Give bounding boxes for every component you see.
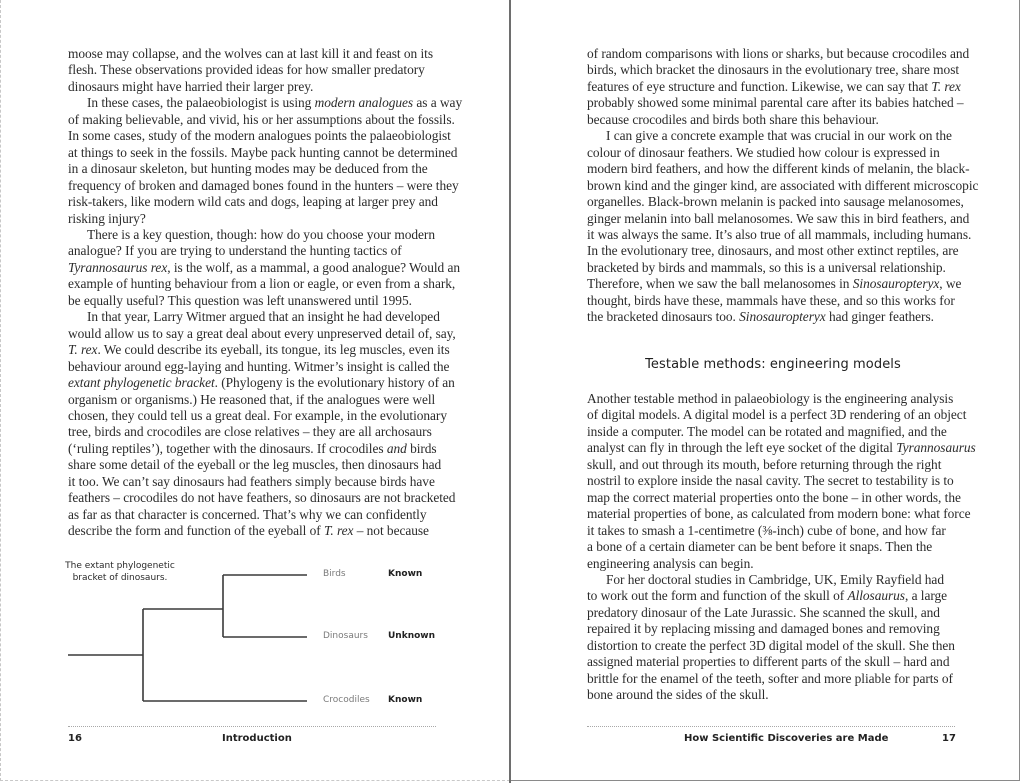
text-line: analogue? If you are trying to understand the hunting tactics of (68, 243, 402, 259)
left-body-text (68, 46, 463, 540)
text-line: it was always the same. It’s also true of all mammals, including humans. (587, 226, 972, 242)
footer-rule-left (68, 726, 436, 727)
text-line: map the correct material properties onto the bone – in other words, the (587, 489, 961, 505)
text-line: In that year, Larry Witmer argued that an insight he had developed (87, 309, 440, 325)
text-line: frequency of broken and damaged bones found in the hunters – were they (68, 177, 459, 193)
text-line: at things to seek in the fossils. Maybe pack hunting cannot be determined (68, 144, 458, 160)
text-line: risking injury? (68, 210, 146, 226)
right-body-text-2 (587, 391, 976, 704)
text-line: modern bird feathers, and how the different kinds of melanin, the black- (587, 161, 970, 177)
text-line: describe the form and function of the eyeball of T. rex – not because (68, 523, 429, 539)
text-line: I can give a concrete example that was crucial in our work on the (606, 128, 952, 144)
page-number-left: 16 (68, 733, 82, 744)
text-line: (‘ruling reptiles’), together with the dinosaurs. If crocodiles and birds (68, 440, 437, 456)
text-line: predatory dinosaur of the Late Jurassic. She scanned the skull, and (587, 604, 940, 620)
text-line: For her doctoral studies in Cambridge, UK, Emily Rayfield had (606, 571, 944, 587)
left-page (0, 0, 510, 781)
text-line: brown kind and the ginger kind, are associated with different microscopic (587, 177, 979, 193)
page-number-right: 17 (942, 733, 956, 744)
text-line: Another testable method in palaeobiology is the engineering analysis (587, 391, 954, 406)
taxon-birds: Birds (323, 569, 346, 579)
text-line: example of hunting behaviour from a lion or eagle, or even from a shark, (68, 276, 456, 292)
section-heading: Testable methods: engineering models (645, 357, 901, 372)
text-line: risk-takers, like modern wild cats and dogs, leaping at larger prey and (68, 194, 438, 210)
text-line: flesh. These observations provided ideas for how smaller predatory (68, 62, 425, 78)
text-line: a bone of a certain diameter can be bent before it snaps. Then the (587, 539, 933, 555)
text-line: of making believable, and vivid, his or her assumptions about the fossils. (68, 111, 455, 127)
text-line: In the evolutionary tree, dinosaurs, and most other extinct reptiles, are (587, 243, 959, 259)
running-head-left: Introduction (222, 733, 292, 744)
text-line: assigned material properties to different parts of the skull – hard and (587, 654, 950, 670)
text-line: in a dinosaur skeleton, but hunting modes may be deduced from the (68, 161, 428, 177)
text-line: bracketed by birds and mammals, so this is a universal relationship. (587, 259, 946, 275)
phylogenetic-bracket-figure (1, 555, 511, 715)
book-gutter (509, 0, 511, 783)
right-page (510, 0, 1020, 781)
text-line: engineering analysis can begin. (587, 555, 754, 571)
text-line: probably showed some minimal parental care after its babies hatched – (587, 95, 964, 111)
text-line: brittle for the enamel of the teeth, softer and more pliable for parts of (587, 670, 953, 686)
caption-line-1: The extant phylogenetic (65, 561, 175, 571)
text-line: organism or organisms.) He reasoned that, if the analogues were well (68, 391, 436, 407)
text-line: bone around the sides of the skull. (587, 687, 769, 703)
text-line: organelles. Black-brown melanin is packed into sausage melanosomes, (587, 194, 964, 210)
text-line: In these cases, the palaeobiologist is using modern analogues as a way (87, 95, 463, 111)
text-line: tree, birds and crocodiles are close relatives – they are all archosaurs (68, 424, 432, 440)
caption-line-2: bracket of dinosaurs. (72, 573, 168, 583)
text-line: repaired it by replacing missing and damaged bones and removing (587, 621, 940, 637)
text-line: dinosaurs might have harried their larger prey. (68, 78, 314, 94)
text-line: extant phylogenetic bracket. (Phylogeny is the evolutionary history of an (68, 375, 455, 391)
text-line: features of eye structure and function. Likewise, we can say that T. rex (587, 78, 961, 94)
text-line: thought, birds have these, mammals have these, and so this works for (587, 292, 955, 308)
text-line: as far as that character is concerned. That’s why we can confidently (68, 506, 427, 522)
taxon-dinosaurs: Dinosaurs (323, 631, 368, 641)
text-line: skull, and out through its mouth, before returning through the right (587, 456, 942, 472)
text-line: Tyrannosaurus rex, is the wolf, as a mammal, a good analogue? Would an (68, 259, 460, 275)
text-line: There is a key question, though: how do you choose your modern (87, 226, 435, 242)
text-line: colour of dinosaur feathers. We studied how colour is expressed in (587, 144, 940, 160)
footer-rule-right (587, 726, 955, 727)
text-line: it takes to smash a 1-centimetre (⅜-inch) cube of bone, and how far (587, 522, 946, 538)
text-line: of random comparisons with lions or sharks, but because crocodiles and (587, 46, 970, 61)
text-line: the bracketed dinosaurs too. Sinosauropteryx had ginger feathers. (587, 309, 934, 325)
text-line: share some detail of the eyeball or the leg muscles, then dinosaurs had (68, 457, 442, 473)
text-line: birds, which bracket the dinosaurs in the evolutionary tree, share most (587, 62, 960, 78)
status-dinosaurs: Unknown (388, 631, 436, 641)
figure-caption (65, 560, 175, 584)
text-line: because crocodiles and birds both share this behaviour. (587, 111, 879, 127)
text-line: ginger melanin into ball melanosomes. We saw this in bird feathers, and (587, 210, 970, 226)
text-line: T. rex. We could describe its eyeball, its tongue, its leg muscles, even its (68, 342, 450, 358)
text-line: analyst can fly in through the left eye socket of the digital Tyrannosaurus (587, 440, 976, 456)
text-line: moose may collapse, and the wolves can at last kill it and feast on its (68, 46, 433, 61)
text-line: to work out the form and function of the skull of Allosaurus, a large (587, 588, 948, 604)
right-body-text-1 (587, 46, 979, 326)
text-line: inside a computer. The model can be rotated and magnified, and the (587, 423, 947, 439)
status-birds: Known (388, 569, 423, 579)
text-line: material properties of bone, as calculated from modern bone: what force (587, 506, 971, 522)
text-line: would allow us to say a great deal about every unpreserved detail of, say, (68, 325, 456, 341)
text-line: behaviour around egg-laying and hunting. Witmer’s insight is called the (68, 358, 450, 374)
text-line: feathers – crocodiles do not have feathers, so dinosaurs are not bracketed (68, 490, 456, 506)
text-line: Therefore, when we saw the ball melanosomes in Sinosauropteryx, we (587, 276, 962, 292)
text-line: nostril to explore inside the nasal cavity. The secret to testability is to (587, 473, 954, 489)
text-line: distortion to create the perfect 3D digital model of the skull. She then (587, 637, 955, 653)
text-line: it too. We can’t say dinosaurs had feathers simply because birds have (68, 473, 435, 489)
text-line: In some cases, study of the modern analogues points the palaeobiologist (68, 128, 451, 144)
text-line: of digital models. A digital model is a perfect 3D rendering of an object (587, 407, 967, 423)
text-line: chosen, they could tell us a great deal. For example, in the evolutionary (68, 407, 447, 423)
running-head-right: How Scientific Discoveries are Made (684, 733, 889, 744)
taxon-crocodiles: Crocodiles (323, 695, 370, 705)
text-line: be equally useful? This question was left unanswered until 1995. (68, 292, 412, 308)
status-crocodiles: Known (388, 695, 423, 705)
